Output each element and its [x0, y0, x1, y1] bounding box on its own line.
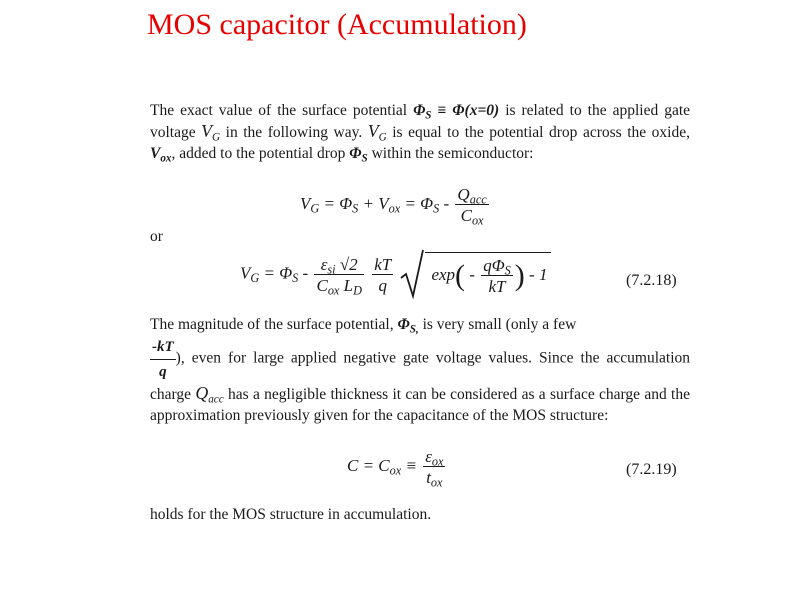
para1-text-2: is related to the applied gate voltage — [150, 102, 691, 141]
footer-sentence: holds for the MOS structure in accumulation. — [150, 506, 432, 523]
minus-kt-over-q-fraction: $\frac{-kT}{q}$ — [152, 339, 174, 380]
qacc-over-cox-fraction: $\frac{Q_{acc}}{C_{ox}}$ — [457, 185, 487, 228]
paragraph-intro: The exact value of the surface potential $\Phi_S \equiv \Phi(x=0)$ is related to the applied gate voltage $V_G$ in the following way. $V_G$ is equal to the potential drop across the oxide, $V_{ox}$, added to the potential drop $\Phi_S$ within the semiconductor: — [150, 102, 691, 165]
equation-number-7-2-18: (7.2.18) — [626, 272, 677, 289]
slide-title: MOS capacitor (Accumulation) — [147, 8, 527, 41]
para1-text-1: The exact value of the surface potential — [150, 102, 408, 119]
kt-over-q-fraction: $\frac{kT}{q}$ — [374, 254, 392, 295]
vg-symbol-2: V — [367, 121, 379, 141]
phi-s-symbol: Φ — [413, 102, 426, 119]
phi-s-symbol-2: Φ — [349, 145, 362, 162]
eps-ox-over-t-ox-fraction: $\frac{\varepsilon_{ox}}{t_{ox}}$ — [425, 447, 444, 490]
equation-number-7-2-19: (7.2.19) — [626, 461, 677, 478]
phi-s-symbol-3: Φ — [397, 316, 410, 333]
equation-7-2-18: $V_G = \Phi_S$ - $\frac{\varepsilon_{si} √2}{C_{ox} L_D}$ $\frac{kT}{q}$ exp( - $\frac{q\Phi_S}{kT}$ ) - 1 — [240, 252, 551, 297]
para1-text-3: in the following way. — [225, 124, 363, 141]
square-root: exp( - $\frac{q\Phi_S}{kT}$ ) - 1 — [399, 252, 551, 297]
q-phis-over-kt-fraction: $\frac{q\Phi_S}{kT}$ — [483, 256, 511, 296]
eps-sqrt2-over-cox-ld-fraction: $\frac{\varepsilon_{si} √2}{C_{ox} L_D}$ — [316, 254, 362, 298]
radical-sign-icon — [399, 248, 425, 300]
vg-symbol: V — [201, 121, 213, 141]
equation-vg-basic: $V_G = \Phi_S + V_{ox} = \Phi_S$ - $\frac{Q_{acc}}{C_{ox}}$ — [300, 185, 487, 228]
or-label: or — [150, 228, 163, 245]
vox-symbol: V — [150, 145, 161, 162]
equation-7-2-19: $C = C_{ox}$ ≡ $\frac{\varepsilon_{ox}}{t_{ox}}$ — [347, 447, 444, 490]
para1-text-6: within the semiconductor: — [371, 145, 534, 162]
paragraph-surface-potential: The magnitude of the surface potential, $\Phi_{S,}$ is very small (only a few $\frac{-kT}{q}$ ), even for large applied negative gate voltage values. Since the accumulation charge $Q_{acc}$ has a negligible thickness it can be considered as a surface charge and the approximation previously given for the capacitance of the MOS structure: — [150, 316, 690, 424]
phi-x0-definition: ≡ Φ(x=0) — [437, 102, 500, 119]
para1-text-4: is equal to the potential drop across the oxide, — [392, 124, 690, 141]
qacc-symbol: Q — [195, 383, 209, 403]
